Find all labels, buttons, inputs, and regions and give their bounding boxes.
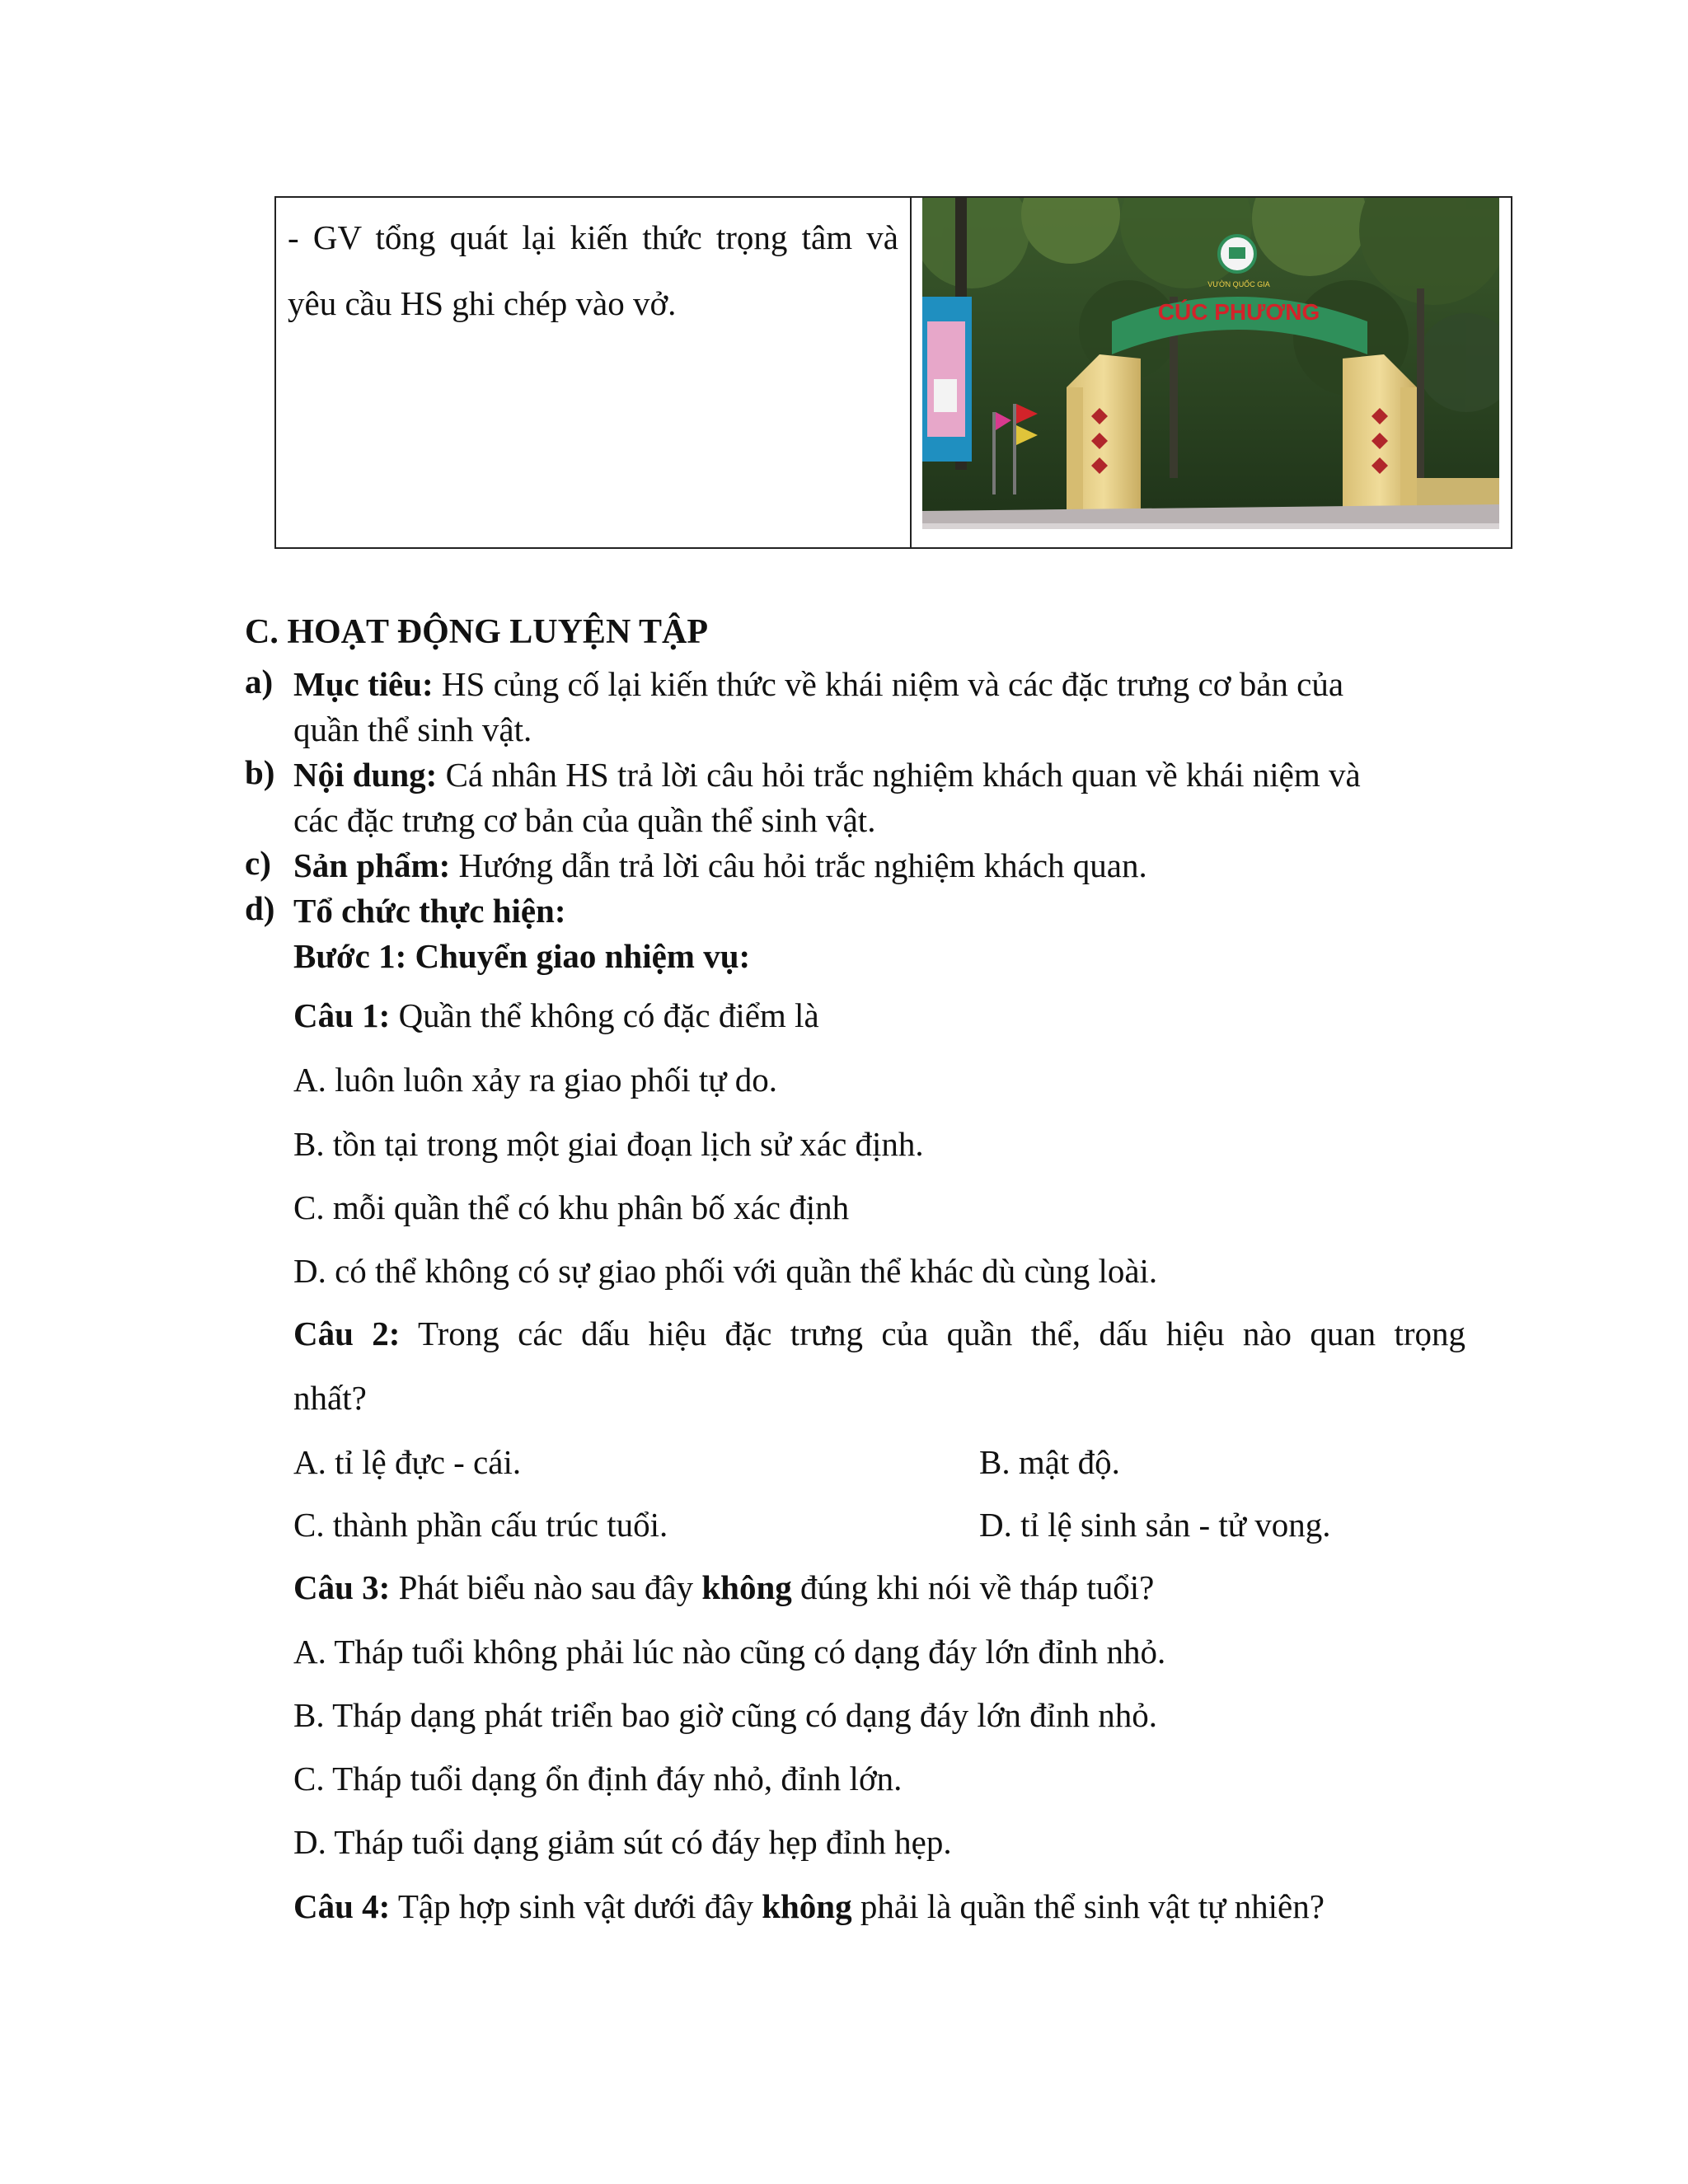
question-3	[293, 1568, 1154, 1607]
question-1-label: Câu 1:	[293, 996, 391, 1034]
activity-table-row	[274, 196, 1512, 549]
q2-option-d: D. tỉ lệ sinh sản - tử vong.	[979, 1506, 1331, 1544]
step-1-heading: Bước 1: Chuyển giao nhiệm vụ:	[293, 937, 751, 975]
question-4-label: Câu 4:	[293, 1887, 391, 1925]
question-4-emphasis: không	[762, 1887, 852, 1925]
question-2-label: Câu 2:	[293, 1315, 401, 1352]
question-3-pre: Phát biểu nào sau đây	[390, 1568, 702, 1606]
item-c-line1	[293, 843, 1147, 888]
question-1	[293, 996, 819, 1035]
q3-option-a: A. Tháp tuổi không phải lúc nào cũng có dạng đáy lớn đỉnh nhỏ.	[293, 1633, 1166, 1671]
item-a-line2: quần thể sinh vật.	[293, 710, 532, 748]
gate-sign-subtitle: VƯỜN QUỐC GIA	[1207, 280, 1270, 288]
question-4-post: phải là quần thể sinh vật tự nhiên?	[851, 1887, 1325, 1925]
question-4	[293, 1886, 1325, 1926]
q3-option-d: D. Tháp tuổi dạng giảm sút có đáy hẹp đỉnh hẹp.	[293, 1823, 952, 1861]
teacher-activity-cell: - GV tổng quát lại kiến thức trọng tâm và yêu cầu HS ghi chép vào vở.	[276, 198, 912, 547]
question-2-text: Trong các dấu hiệu đặc trưng của quần thể, dấu hiệu nào quan trọng	[400, 1315, 1465, 1352]
item-a-text: HS củng cố lại kiến thức về khái niệm và các đặc trưng cơ bản của	[433, 665, 1344, 703]
item-d-label: Tổ chức thực hiện:	[293, 892, 566, 930]
question-3-label: Câu 3:	[293, 1568, 391, 1606]
item-c-label: Sản phẩm:	[293, 846, 451, 884]
question-3-post: đúng khi nói về tháp tuổi?	[791, 1568, 1155, 1606]
q2-option-b: B. mật độ.	[979, 1443, 1120, 1481]
question-2	[293, 1314, 1465, 1353]
image-cell	[912, 198, 1511, 547]
item-b-line2: các đặc trưng cơ bản của quần thể sinh vật.	[293, 801, 876, 839]
gate-sign-title: CÚC PHƯƠNG	[1157, 299, 1320, 325]
item-b-line1	[293, 752, 1361, 798]
item-b-text: Cá nhân HS trả lời câu hỏi trắc nghiệm khách quan về khái niệm và	[437, 756, 1361, 794]
q2-option-c: C. thành phần cấu trúc tuổi.	[293, 1506, 668, 1544]
q2-option-a: A. tỉ lệ đực - cái.	[293, 1443, 522, 1481]
item-c-text: Hướng dẫn trả lời câu hỏi trắc nghiệm khách quan.	[450, 846, 1147, 884]
item-c-marker: c)	[245, 844, 271, 882]
q1-option-d: D. có thể không có sự giao phối với quần thể khác dù cùng loài.	[293, 1252, 1158, 1290]
question-2-cont: nhất?	[293, 1379, 367, 1417]
question-3-emphasis: không	[701, 1568, 792, 1606]
item-a-line1	[293, 662, 1343, 707]
q3-option-c: C. Tháp tuổi dạng ổn định đáy nhỏ, đỉnh lớn.	[293, 1760, 903, 1797]
q1-option-b: B. tồn tại trong một giai đoạn lịch sử xác định.	[293, 1125, 924, 1163]
item-a-label: Mục tiêu:	[293, 665, 434, 703]
section-heading: C. HOẠT ĐỘNG LUYỆN TẬP	[245, 613, 709, 651]
item-d-marker: d)	[245, 889, 275, 927]
cuc-phuong-gate-photo	[922, 198, 1499, 529]
item-a-marker: a)	[245, 663, 274, 701]
q1-option-c: C. mỗi quần thể có khu phân bố xác định	[293, 1188, 850, 1226]
item-b-marker: b)	[245, 753, 275, 791]
q1-option-a: A. luôn luôn xảy ra giao phối tự do.	[293, 1061, 778, 1099]
question-1-text: Quần thể không có đặc điểm là	[390, 996, 819, 1034]
q3-option-b: B. Tháp dạng phát triển bao giờ cũng có dạng đáy lớn đỉnh nhỏ.	[293, 1696, 1158, 1734]
item-b-label: Nội dung:	[293, 756, 438, 794]
question-4-pre: Tập hợp sinh vật dưới đây	[390, 1887, 762, 1925]
